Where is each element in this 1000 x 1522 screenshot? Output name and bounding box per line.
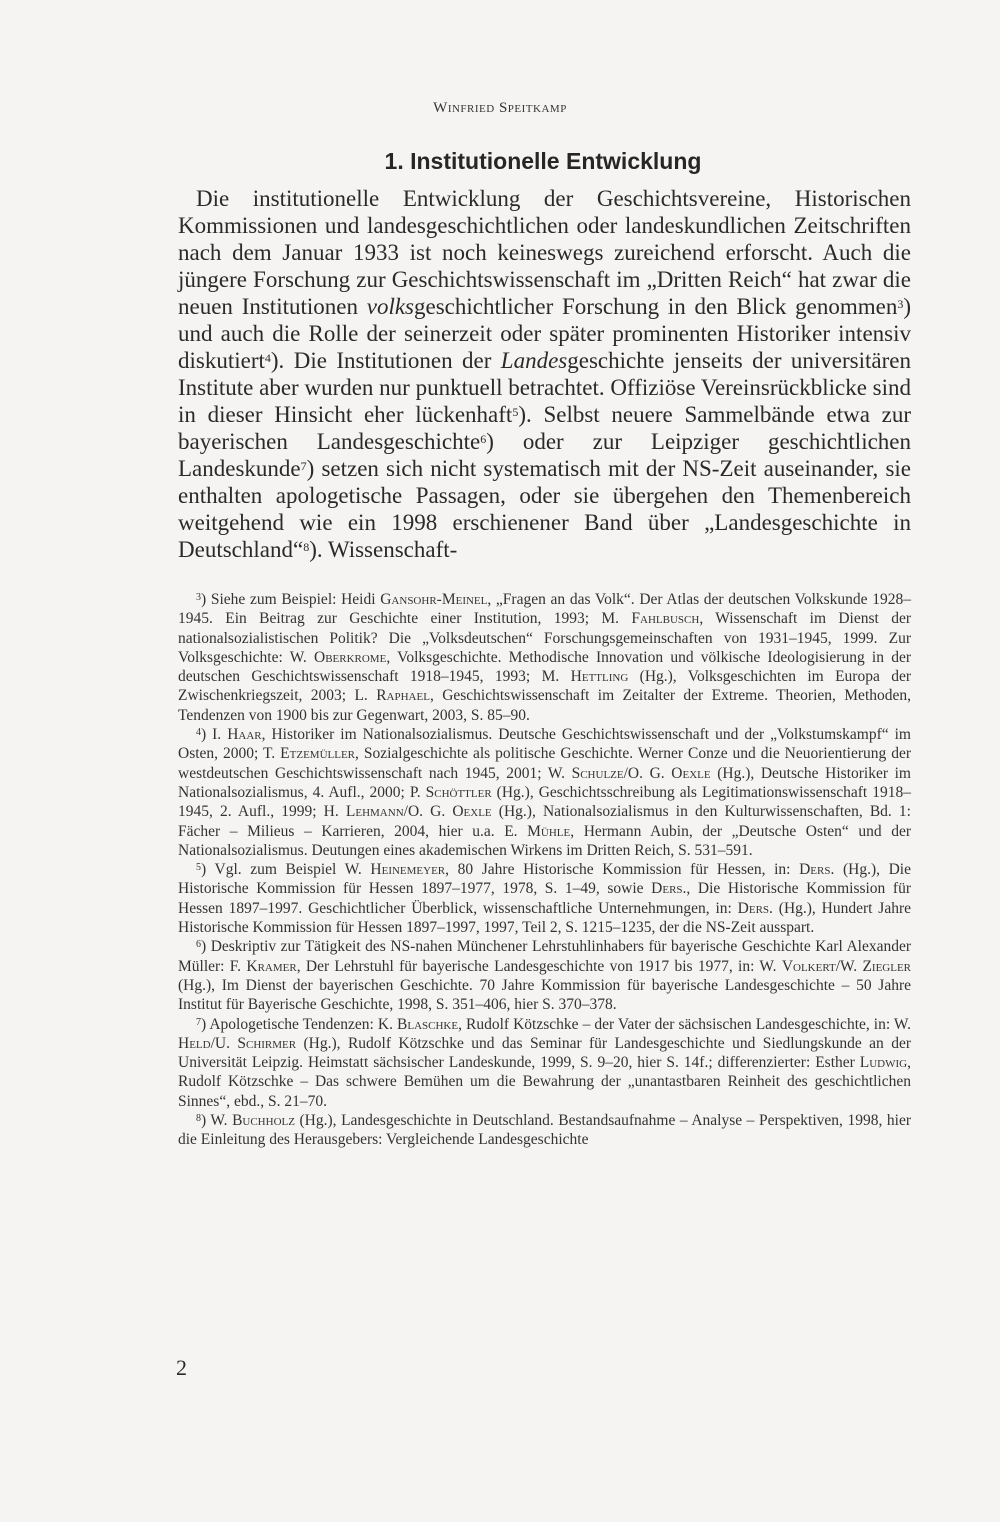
running-head: Winfried Speitkamp <box>433 100 567 116</box>
footnote-ref: 8 <box>303 540 310 554</box>
footnote-5: $^5$) Vgl. zum Beispiel W. Heinemeyer, 80 Jahre Historische Kommission für Hessen, in: Ders. (Hg.), Die Historische Kommission für Hessen 1897–1977, 1978, S. 1–49, sowie Ders., Die Historische Kommission für Hessen 1897–1997. Geschichtlicher Überblick, wissenschaftliche Unternehmungen, in: Ders. (Hg.), Hundert Jahre Historische Kommission für Hessen 1897–1997, 1997, Teil 2, S. 1215–1235, der die NS-Zeit ausspart. <box>178 861 911 937</box>
footnote-ref: 7 <box>300 459 307 473</box>
footnote-6: $^6$) Deskriptiv zur Tätigkeit des NS-nahen Münchener Lehrstuhlinhabers für bayerische Geschichte Karl Alexander Müller: F. Kramer, Der Lehrstuhl für bayerische Landesgeschichte von 1917 bis 1977, in: W. Volkert/W. Ziegler (Hg.), Im Dienst der bayerischen Geschichte. 70 Jahre Kommission für bayerische Landesgeschichte – 50 Jahre Institut für Bayerische Geschichte, 1998, S. 351–406, hier S. 370–378. <box>178 938 912 1014</box>
page-number: 2 <box>176 1355 187 1380</box>
footnote-7: $^7$) Apologetische Tendenzen: K. Blaschke, Rudolf Kötzschke – der Vater der sächsischen Landesgeschichte, in: W. Held/U. Schirmer (Hg.), Rudolf Kötzschke und das Seminar für Landesgeschichte und Siedlungskunde an der Universität Leipzig. Heimstatt sächsischer Landeskunde, 1999, S. 9–20, hier S. 14f.; differenzierter: Esther Ludwig, Rudolf Kötzschke – Das schwere Bemühen um die Bewahrung der „unantastbaren Reinheit des geschichtlichen Sinnes“, ebd., S. 21–70. <box>178 1015 911 1110</box>
footnote-4: $^4$) I. Haar, Historiker im Nationalsozialismus. Deutsche Geschichtswissenschaft und der „Volkstumskampf“ im Osten, 2000; T. Etzemüller, Sozialgeschichte als politische Geschichte. Werner Conze und die Neuorientierung der westdeutschen Geschichtswissenschaft nach 1945, 2001; W. Schulze/O. G. Oexle (Hg.), Deutsche Historiker im Nationalsozialismus, 4. Aufl., 2000; P. Schöttler (Hg.), Geschichtsschreibung als Legitimationswissenschaft 1918–1945, 2. Aufl., 1999; H. Lehmann/O. G. Oexle (Hg.), Nationalsozialismus in den Kulturwissenschaften, Bd. 1: Fächer – Milieus – Karrieren, 2004, hier u.a. E. Mühle, Hermann Aubin, der „Deutsche Osten“ und der Nationalsozialismus. Deutungen eines akademischen Wirkens im Dritten Reich, S. 531–591. <box>178 726 911 859</box>
footnote-ref: 5 <box>512 405 519 419</box>
footnote-ref: 6 <box>480 432 487 446</box>
footnote-3: $^3$) Siehe zum Beispiel: Heidi Gansohr-Meinel, „Fragen an das Volk“. Der Atlas der deutschen Volkskunde 1928–1945. Ein Beitrag zur Geschichte einer Institution, 1993; M. Fahlbusch, Wissenschaft im Dienst der nationalsozialistischen Politik? Die „Volksdeutschen“ Forschungsgemeinschaften von 1931–1945, 1999. Zur Volksgeschichte: W. Oberkrome, Volksgeschichte. Methodische Innovation und völkische Ideologisierung in der deutschen Geschichtswissenschaft 1918–1945, 1993; M. Hettling (Hg.), Volksgeschichten im Europa der Zwischenkriegszeit, 2003; L. Raphael, Geschichtswissenschaft im Zeitalter der Extreme. Theorien, Methoden, Tendenzen von 1900 bis zur Gegenwart, 2003, S. 85–90. <box>178 591 912 724</box>
footnote-ref: 3 <box>897 297 904 311</box>
footnote-ref: 4 <box>264 351 271 365</box>
section-title: 1. Institutionelle Entwicklung <box>384 148 702 174</box>
body-paragraph: Die institutionelle Entwicklung der Geschichtsvereine, Historischen Kommissionen und landesgeschichtlichen oder landeskundlichen Zeitschriften nach dem Januar 1933 ist noch keineswegs zureichend erforscht. Auch die jüngere Forschung zur Geschichtswissenschaft im „Dritten Reich“ hat zwar die neuen Institutionen volksgeschichtlicher Forschung in den Blick genommen$^3$) und auch die Rolle der seinerzeit oder später prominenten Historiker intensiv diskutiert$^4$). Die Institutionen der Landesgeschichte jenseits der universitären Institute aber wurden nur punktuell betrachtet. Offiziöse Vereinsrückblicke sind in dieser Hinsicht eher lückenhaft$^5$). Selbst neuere Sammelbände etwa zur bayerischen Landesgeschichte$^6$) oder zur Leipziger geschichtlichen Landeskunde$^7$) setzen sich nicht systematisch mit der NS-Zeit auseinander, sie enthalten apologetische Passagen, oder sie übergehen den Themenbereich weitgehend wie ein 1998 erschienener Band über „Landesgeschichte in Deutschland“$^8$). Wissenschaft- <box>178 186 912 562</box>
footnote-8: $^8$) W. Buchholz (Hg.), Landesgeschichte in Deutschland. Bestandsaufnahme – Analyse – Perspektiven, 1998, hier die Einleitung des Herausgebers: Vergleichende Landesgeschichte <box>178 1112 911 1149</box>
body-text <box>178 185 911 563</box>
footnotes <box>178 590 911 1150</box>
